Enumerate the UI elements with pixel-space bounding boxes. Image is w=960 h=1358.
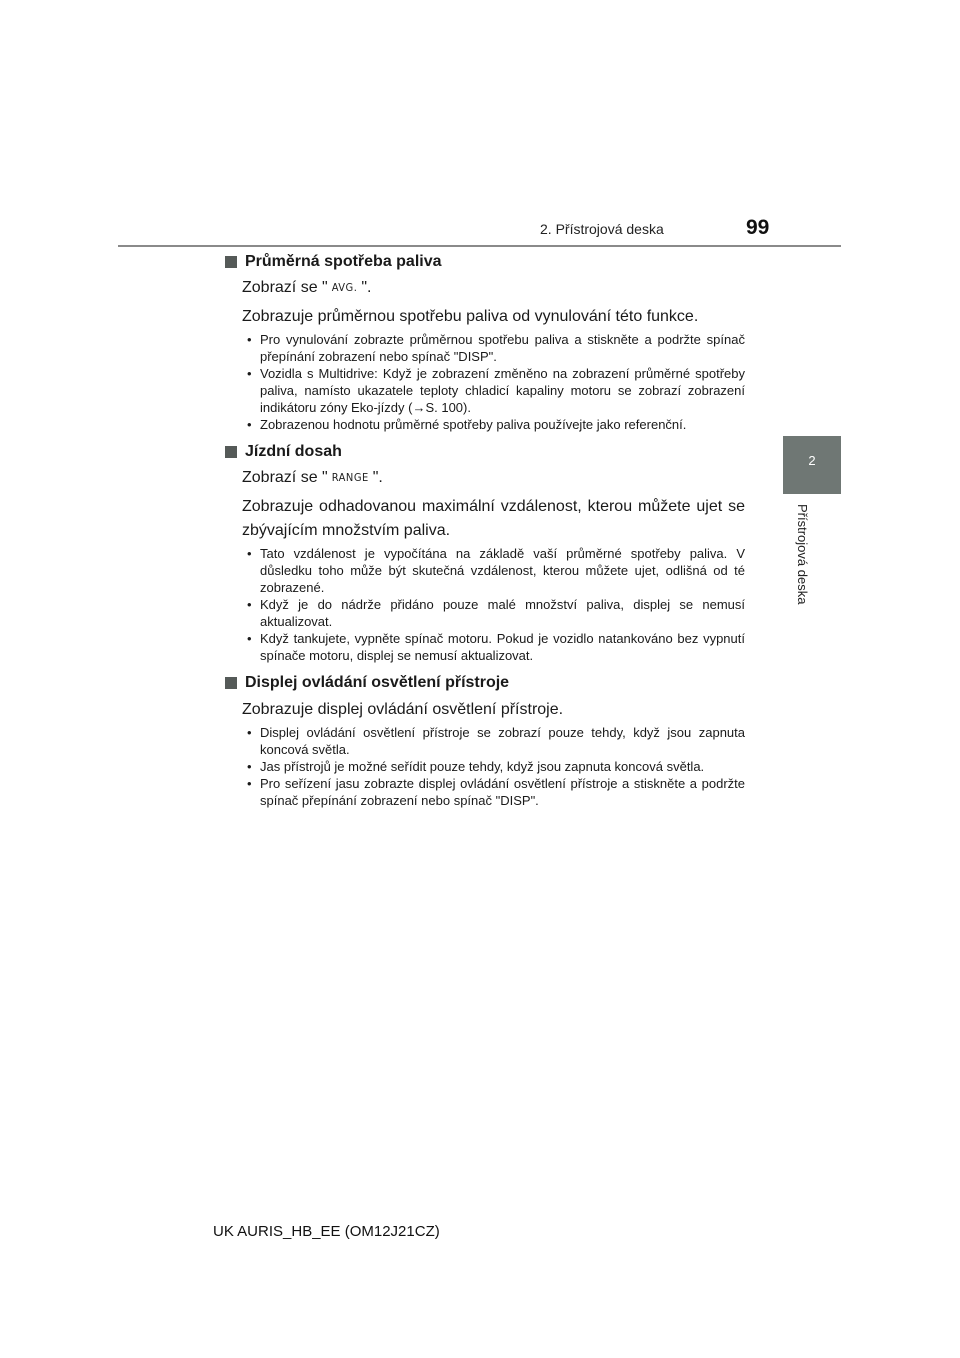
note-item: • Pro vynulování zobrazte průměrnou spotřebu paliva a stiskněte a podržte spínač přepínání zobrazení nebo spínač "DISP". <box>242 331 745 365</box>
section-description: Zobrazuje displej ovládání osvětlení přístroje. <box>242 701 564 718</box>
note-item: • Displej ovládání osvětlení přístroje se zobrazí pouze tehdy, když jsou zapnuta koncová světla. <box>242 724 745 758</box>
chapter-number: 2 <box>808 453 816 468</box>
heading-text: Displej ovládání osvětlení přístroje <box>245 674 510 691</box>
square-bullet-icon <box>225 677 237 689</box>
note-item: • Když tankujete, vypněte spínač motoru. Pokud je vozidlo natankováno bez vypnutí spínače motoru, displej se nemusí aktualizovat. <box>242 630 745 664</box>
main-content <box>222 253 745 819</box>
lcd-avg-token: AVG. <box>331 281 358 294</box>
chapter-label: Přístrojová deska <box>795 504 810 605</box>
section-heading <box>222 674 745 692</box>
page-number: 99 <box>746 216 770 239</box>
section-description: Zobrazuje průměrnou spotřebu paliva od vynulování této funkce. <box>242 308 699 325</box>
section-illumination-display <box>222 674 745 809</box>
note-list <box>242 545 745 664</box>
square-bullet-icon <box>225 256 237 268</box>
display-suffix: ". <box>361 279 372 296</box>
square-bullet-icon <box>225 446 237 458</box>
display-prefix: Zobrazí se " <box>242 469 328 486</box>
note-item: • Vozidla s Multidrive: Když je zobrazení změněno na zobrazení průměrné spotřeby paliva, namísto ukazatele teploty chladicí kapaliny motoru se zobrazí zobrazení indikátoru zóny Eko-jízdy (→S. 100). <box>242 365 745 416</box>
heading-text: Jízdní dosah <box>245 443 342 460</box>
heading-text: Průměrná spotřeba paliva <box>245 253 442 270</box>
display-indicator-line <box>242 277 745 299</box>
chapter-tab <box>783 436 841 494</box>
section-description: Zobrazuje odhadovanou maximální vzdálenost, kterou můžete ujet se zbývajícím množstvím paliva. <box>242 498 745 539</box>
note-item: • Tato vzdálenost je vypočítána na základě vaší průměrné spotřeby paliva. V důsledku toho může být skutečná vzdálenost, kterou můžete ujet, odlišná od té zobrazené. <box>242 545 745 596</box>
section-title: 2. Přístrojová deska <box>540 221 664 237</box>
note-list <box>242 724 745 809</box>
section-heading <box>222 443 745 461</box>
header-divider <box>118 245 841 247</box>
note-item: • Pro seřízení jasu zobrazte displej ovládání osvětlení přístroje a stiskněte a podržte spínač přepínání zobrazení nebo spínač "DISP". <box>242 775 745 809</box>
section-heading <box>222 253 745 271</box>
note-list <box>242 331 745 433</box>
display-indicator-line <box>242 467 745 489</box>
section-average-fuel <box>222 253 745 433</box>
note-item: • Když je do nádrže přidáno pouze malé množství paliva, displej se nemusí aktualizovat. <box>242 596 745 630</box>
document-id: UK AURIS_HB_EE (OM12J21CZ) <box>213 1223 440 1240</box>
display-suffix: ". <box>372 469 383 486</box>
display-prefix: Zobrazí se " <box>242 279 328 296</box>
note-item: • Jas přístrojů je možné seřídit pouze tehdy, když jsou zapnuta koncová světla. <box>242 758 745 775</box>
note-item: • Zobrazenou hodnotu průměrné spotřeby paliva používejte jako referenční. <box>242 416 745 433</box>
section-driving-range <box>222 443 745 664</box>
lcd-range-token: RANGE <box>331 471 369 484</box>
